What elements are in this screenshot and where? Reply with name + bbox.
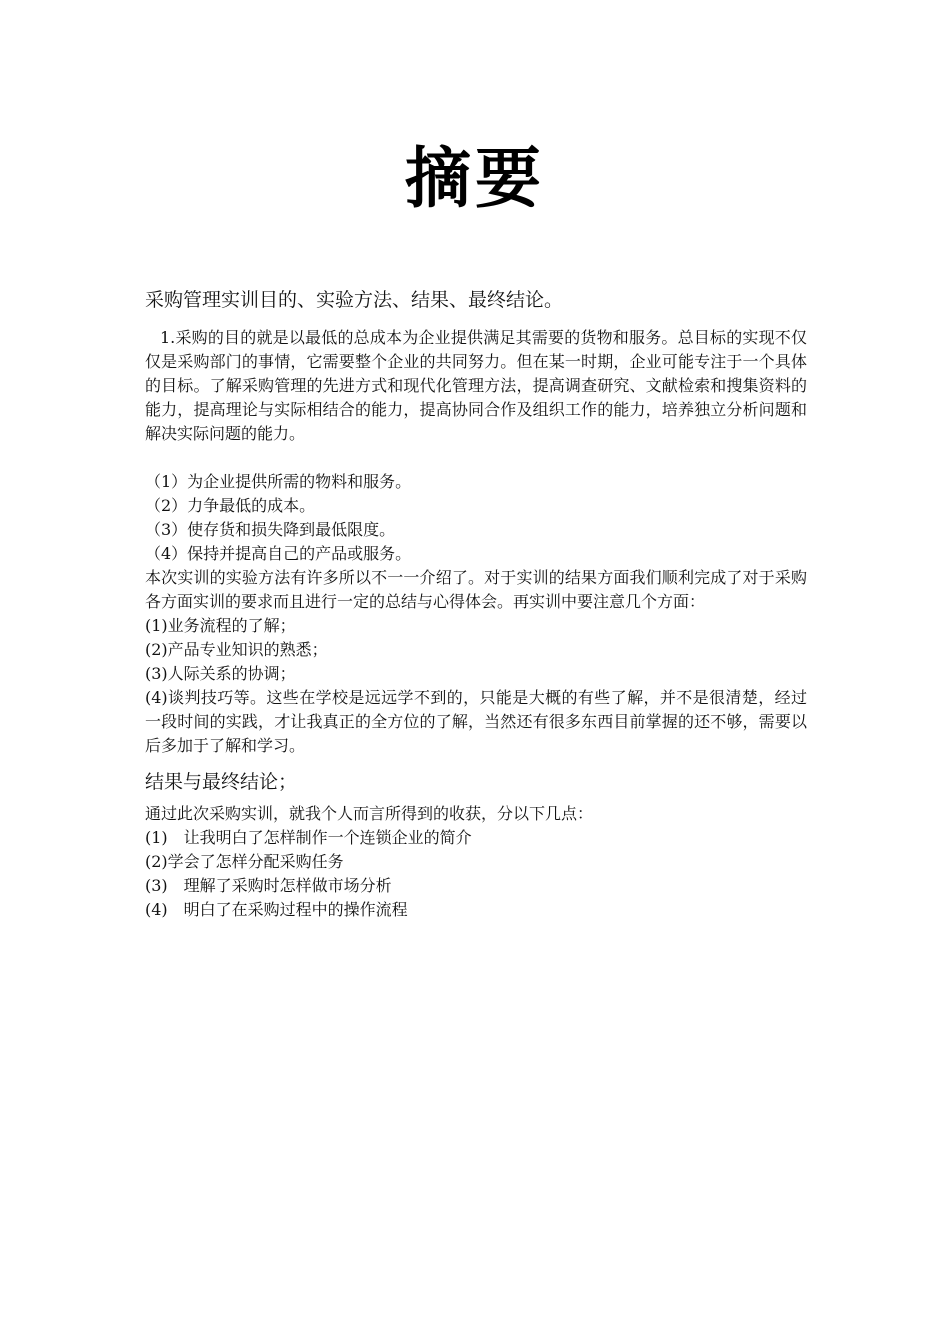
gain-item: (2)学会了怎样分配采购任务 [145, 852, 344, 871]
goal-item: （3）使存货和损失降到最低限度。 [145, 520, 396, 539]
goal-item: （4）保持并提高自己的产品或服务。 [145, 544, 412, 563]
paragraph-gap [145, 446, 807, 470]
conclusion-intro: 通过此次采购实训，就我个人而言所得到的收获，分以下几点： [145, 804, 594, 823]
goal-item: （1）为企业提供所需的物料和服务。 [145, 472, 412, 491]
goal-item: （2）力争最低的成本。 [145, 496, 316, 515]
gain-item: (3) 理解了采购时怎样做市场分析 [145, 876, 392, 895]
purpose-paragraph: 1.采购的目的就是以最低的总成本为企业提供满足其需要的货物和服务。总目标的实现不仅仅是采购部门的事情，它需要整个企业的共同努力。但在某一时期，企业可能专注于一个具体的目标。了解采购管理的先进方式和现代化管理方法，提高调查研究、文献检索和搜集资料的能力，提高理论与实际相结合的能力，提高协同合作及组织工作的能力，培养独立分析问题和解决实际问题的能力。 [145, 328, 807, 443]
section-heading-purpose: 采购管理实训目的、实验方法、结果、最终结论。 [145, 289, 564, 311]
gain-item: (1) 让我明白了怎样制作一个连锁企业的简介 [145, 828, 472, 847]
page-title: 摘要 [405, 139, 545, 217]
gain-item: (4) 明白了在采购过程中的操作流程 [145, 900, 408, 919]
method-paragraph: 本次实训的实验方法有许多所以不一一介绍了。对于实训的结果方面我们顺利完成了对于采购各方面实训的要求而且进行一定的总结与心得体会。再实训中要注意几个方面： [145, 568, 807, 611]
document-body [145, 284, 807, 922]
attention-point: (3)人际关系的协调； [145, 664, 296, 683]
negotiation-paragraph: (4)谈判技巧等。这些在学校是远远学不到的，只能是大概的有些了解，并不是很清楚，经过一段时间的实践，才让我真正的全方位的了解，当然还有很多东西目前掌握的还不够，需要以后多加于了解和学习。 [145, 688, 807, 755]
attention-point: (1)业务流程的了解； [145, 616, 296, 635]
section-heading-conclusion: 结果与最终结论； [145, 771, 298, 793]
attention-point: (2)产品专业知识的熟悉； [145, 640, 328, 659]
